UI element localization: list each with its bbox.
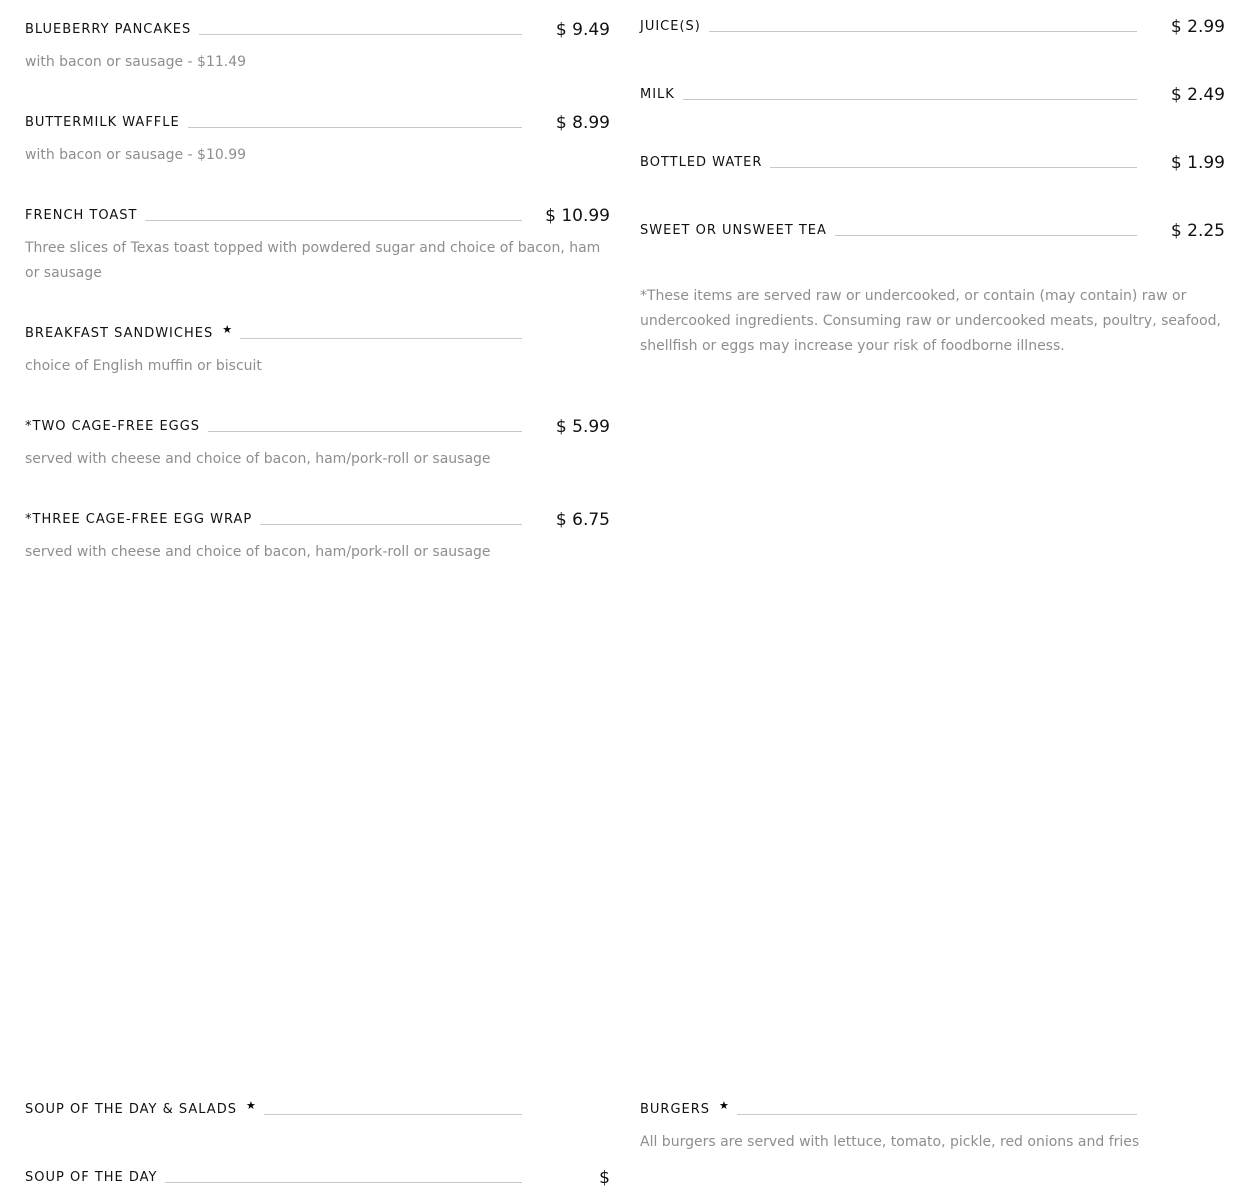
- leader-line: [835, 235, 1137, 236]
- price-spacer: [522, 344, 610, 345]
- menu-item-price: $ 10.99: [545, 206, 610, 226]
- menu-item-name: SOUP OF THE DAY: [25, 1170, 158, 1185]
- star-icon: ★: [222, 323, 233, 336]
- menu-item-name: *TWO CAGE-FREE EGGS: [25, 419, 201, 434]
- leader-line: [188, 127, 522, 128]
- menu-item: [640, 12, 1225, 38]
- menu-item: [640, 216, 1225, 242]
- menu-item: [25, 505, 610, 565]
- menu-item-price: $ 2.99: [1170, 17, 1225, 37]
- menu-item-price: $ 8.99: [555, 113, 610, 133]
- star-icon: ★: [719, 1099, 729, 1112]
- menu-item-name: JUICE(S): [640, 19, 701, 34]
- menu-item-price: $ 9.49: [555, 20, 610, 40]
- menu-item-price: $: [599, 1168, 610, 1188]
- leader-line: [260, 524, 522, 525]
- menu-item-name: BUTTERMILK WAFFLE: [25, 115, 180, 130]
- section-title: BURGERS: [640, 1102, 711, 1117]
- menu-item-price: $ 1.99: [1170, 153, 1225, 173]
- menu-item-name: MILK: [640, 87, 675, 102]
- section-title: SOUP OF THE DAY & SALADS: [25, 1102, 237, 1117]
- menu-item: [25, 15, 610, 75]
- star-icon: ★: [245, 1099, 256, 1112]
- menu-item-name: BLUEBERRY PANCAKES: [25, 22, 192, 37]
- menu-item-description: Three slices of Texas toast topped with powdered sugar and choice of bacon, ham or sausage: [25, 240, 601, 281]
- menu-item: [640, 80, 1225, 106]
- menu-item-description: served with cheese and choice of bacon, ham/pork-roll or sausage: [25, 451, 491, 467]
- section-description: All burgers are served with lettuce, tomato, pickle, red onions and fries: [640, 1134, 1140, 1150]
- disclaimer-note: *These items are served raw or undercooked, or contain (may contain) raw or undercooked ingredients. Consuming raw or undercooked meats, poultry, seafood, shellfish or eggs may increase your risk of foodborne illness.: [640, 288, 1221, 354]
- menu-item-description: with bacon or sausage - $11.49: [25, 54, 247, 70]
- leader-line: [770, 167, 1137, 168]
- leader-line: [199, 34, 522, 35]
- menu-item-name: SWEET OR UNSWEET TEA: [640, 223, 827, 238]
- leader-line: [709, 31, 1137, 32]
- menu-item: [25, 201, 610, 286]
- price-spacer: [522, 1120, 610, 1121]
- menu-item-price: $ 6.75: [555, 510, 610, 530]
- menu-item-price: $ 5.99: [555, 417, 610, 437]
- menu-item-description: with bacon or sausage - $10.99: [25, 147, 247, 163]
- section-header: [25, 1095, 610, 1121]
- leader-line: [208, 431, 522, 432]
- menu-item-name: BOTTLED WATER: [640, 155, 763, 170]
- menu-item: [25, 108, 610, 168]
- leader-line: [145, 220, 522, 221]
- menu-item: [25, 1163, 610, 1189]
- leader-line: [737, 1114, 1137, 1115]
- leader-line: [264, 1114, 522, 1115]
- menu-item-description: served with cheese and choice of bacon, ham/pork-roll or sausage: [25, 544, 491, 560]
- price-spacer: [1137, 1120, 1225, 1121]
- leader-line: [165, 1182, 522, 1183]
- menu-item: [25, 412, 610, 472]
- menu-item: [640, 148, 1225, 174]
- menu-item-price: $ 2.25: [1170, 221, 1225, 241]
- menu-item-price: $ 2.49: [1170, 85, 1225, 105]
- menu-item: [25, 319, 610, 379]
- section-header: [640, 1095, 1225, 1155]
- menu-item-name: *THREE CAGE-FREE EGG WRAP: [25, 512, 253, 527]
- menu-item-name: BREAKFAST SANDWICHES: [25, 326, 214, 341]
- menu-item-description: choice of English muffin or biscuit: [25, 358, 262, 374]
- leader-line: [683, 99, 1137, 100]
- menu-item-name: FRENCH TOAST: [25, 208, 138, 223]
- leader-line: [240, 338, 522, 339]
